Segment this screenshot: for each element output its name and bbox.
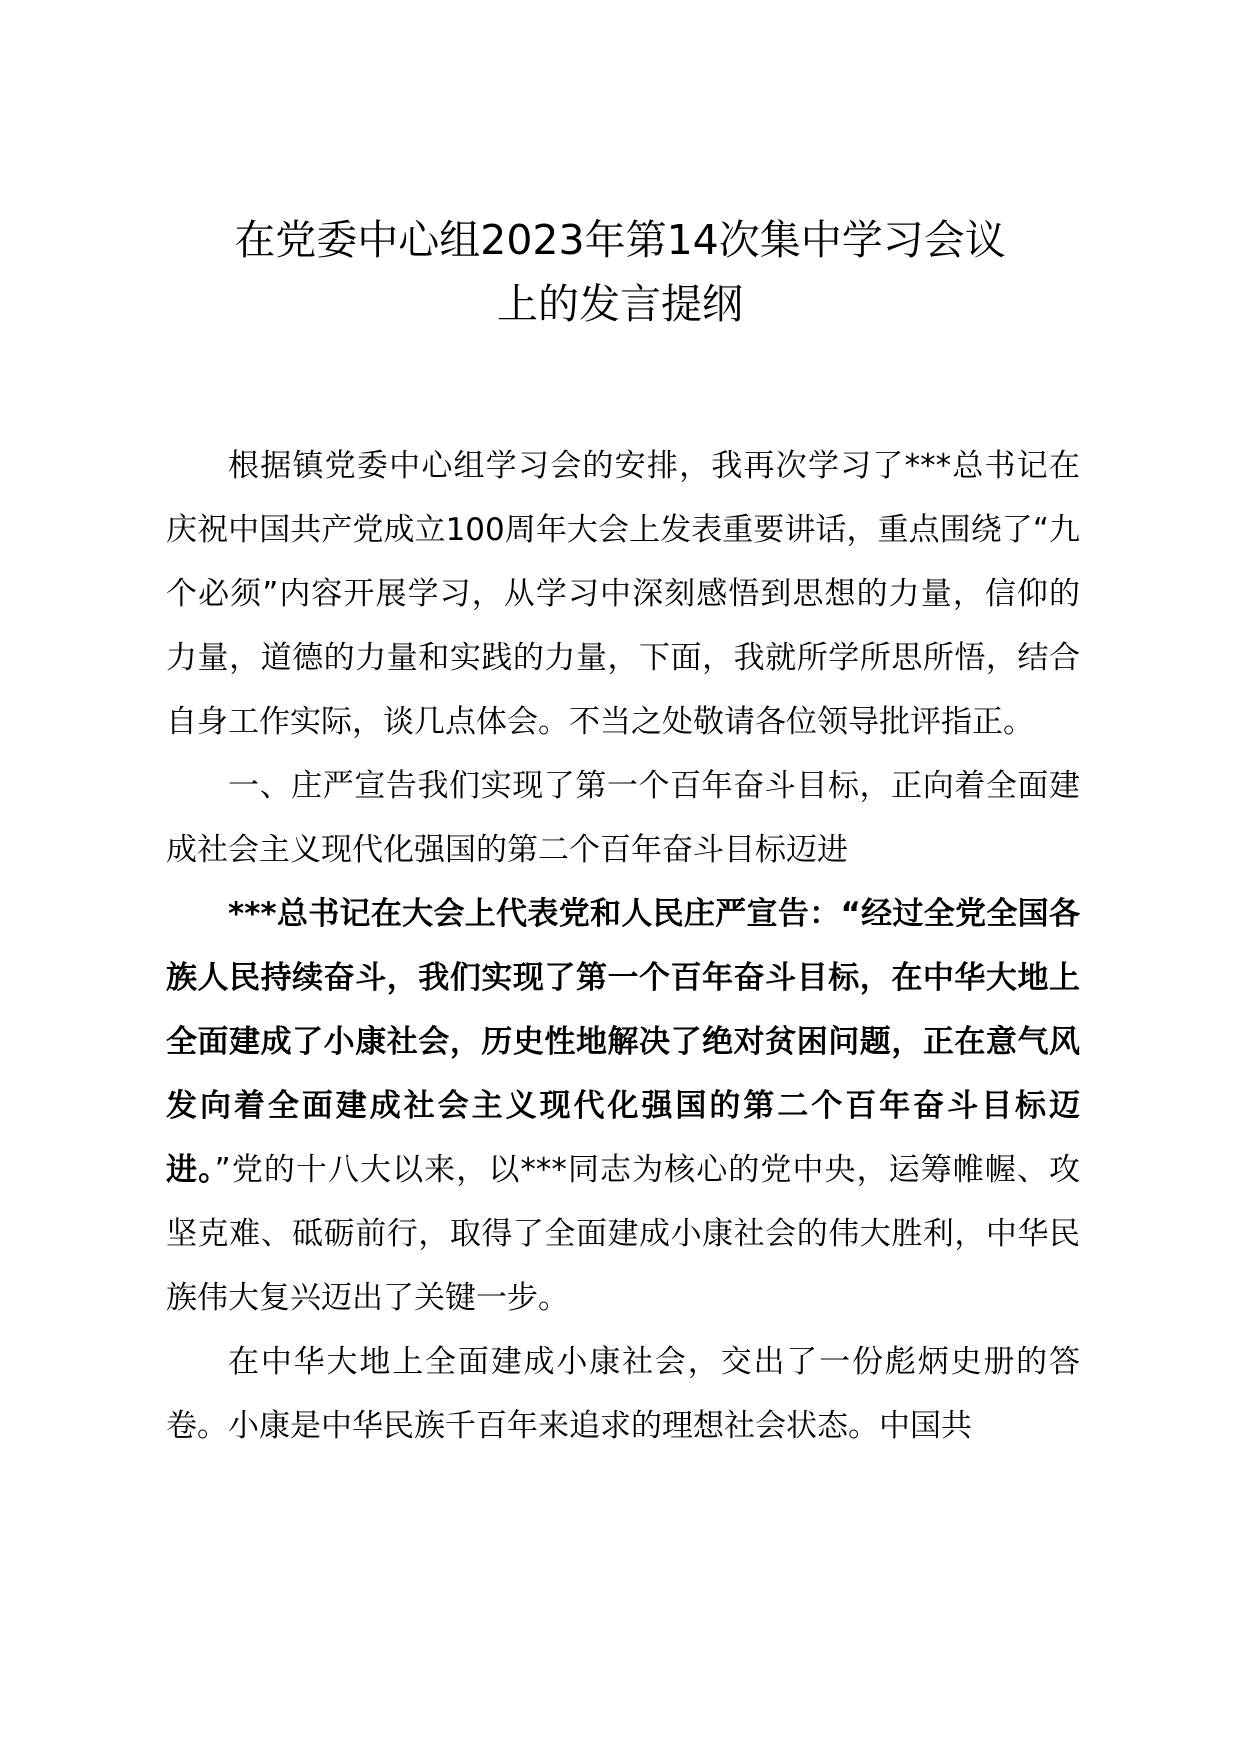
paragraph-xiaokang: 在中华大地上全面建成小康社会，交出了一份彪炳史册的答卷。小康是中华民族千百年来追求的理想社会状态。中国共 <box>166 1344 1080 1444</box>
paragraph-intro: 根据镇党委中心组学习会的安排，我再次学习了***总书记在庆祝中国共产党成立100周年大会上发表重要讲话，重点围绕了“九个必须”内容开展学习，从学习中深刻感悟到思想的力量，信仰的力量，道德的力量和实践的力量，下面，我就所学所思所悟，结合自身工作实际，谈几点体会。不当之处敬请各位领导批评指正。 <box>166 448 1080 740</box>
paragraph-quote <box>166 882 1080 1330</box>
title-line-2: 上的发言提纲 <box>497 280 743 328</box>
section-heading-1: 一、庄严宣告我们实现了第一个百年奋斗目标，正向着全面建成社会主义现代化强国的第二个百年奋斗目标迈进 <box>166 768 1080 868</box>
quote-rest-text: ”党的十八大以来，以***同志为核心的党中央，运筹帷幄、攻坚克难、砥砺前行，取得了全面建成小康社会的伟大胜利，中华民族伟大复兴迈出了关键一步。 <box>166 1152 1080 1316</box>
quote-bold-text: ***总书记在大会上代表党和人民庄严宣告：“经过全党全国各族人民持续奋斗，我们实现了第一个百年奋斗目标，在中华大地上全面建成了小康社会，历史性地解决了绝对贫困问题，正在意气风发向着全面建成社会主义现代化强国的第二个百年奋斗目标迈进。 <box>166 896 1080 1188</box>
document-body <box>166 434 1080 1458</box>
document-title <box>150 208 1090 336</box>
title-line-1: 在党委中心组2023年第14次集中学习会议 <box>234 216 1006 264</box>
